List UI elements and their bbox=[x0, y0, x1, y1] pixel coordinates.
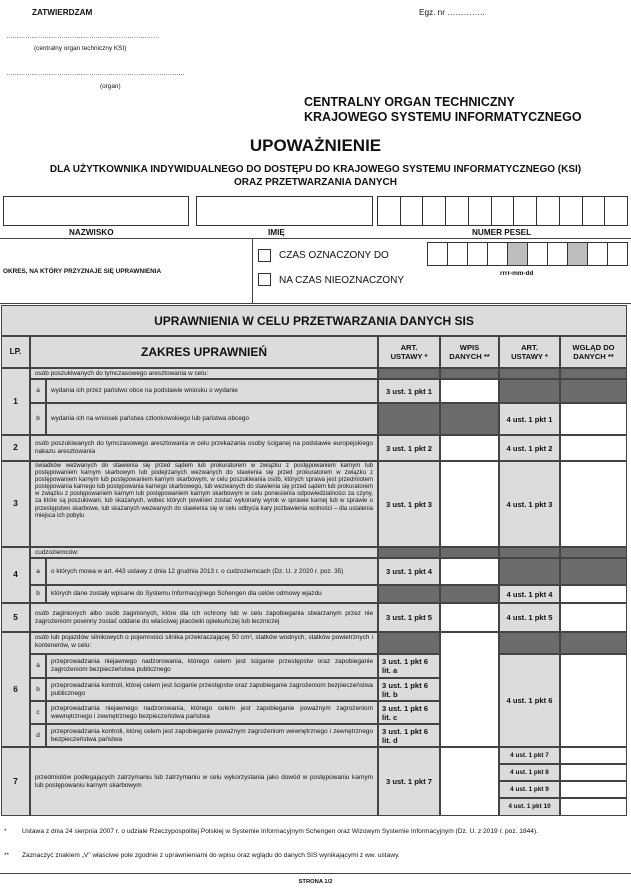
authority-line-2: KRAJOWEGO SYSTEMU INFORMATYCZNEGO bbox=[304, 110, 582, 124]
date-digit-box[interactable] bbox=[607, 242, 628, 266]
row-4-entry-blank bbox=[440, 547, 499, 558]
row-5-entry-checkbox[interactable] bbox=[440, 603, 499, 632]
row-1b-art2: 4 ust. 1 pkt 1 bbox=[499, 403, 560, 435]
pesel-digit-box[interactable] bbox=[513, 196, 537, 226]
row-3-art1: 3 ust. 1 pkt 3 bbox=[378, 461, 440, 547]
row-6b-scope: przeprowadzania kontroli, której celem jest ściganie przestępstw oraz zapobieganie zagrożeniom bezpieczeństwa publicznego bbox=[46, 678, 378, 701]
date-separator-box bbox=[507, 242, 528, 266]
row-6-entry-blank bbox=[440, 632, 499, 747]
row-4a-view-blank bbox=[560, 558, 627, 585]
row-1-art2-blank bbox=[499, 368, 560, 379]
row-2-scope: osób poszukiwanych do tymczasowego aresztowania w celu przekazania osoby ściganej na podstawie europejskiego nakazu aresztowania bbox=[30, 435, 378, 461]
row-4-scope: cudzoziemców: bbox=[30, 547, 378, 558]
col-header-entry: WPIS DANYCH ** bbox=[440, 336, 499, 368]
row-4a-entry-checkbox[interactable] bbox=[440, 558, 499, 585]
page-title: UPOWAŻNIENIE bbox=[249, 136, 382, 155]
approved-label: ZATWIERDZAM bbox=[32, 8, 93, 17]
surname-label: NAZWISKO bbox=[69, 228, 114, 237]
row-7-entry-checkbox[interactable] bbox=[440, 747, 499, 816]
row-7-art2-c: 4 ust. 1 pkt 9 bbox=[499, 781, 560, 798]
row-4b-view-checkbox[interactable] bbox=[560, 585, 627, 603]
row-5-art1: 3 ust. 1 pkt 5 bbox=[378, 603, 440, 632]
period-label: OKRES, NA KTÓRY PRZYZNAJE SIĘ UPRAWNIENIA bbox=[3, 268, 162, 275]
pesel-digit-box[interactable] bbox=[400, 196, 424, 226]
signature-dots-1: ……………………………………………………………… bbox=[6, 33, 160, 40]
row-1a-entry-checkbox[interactable] bbox=[440, 379, 499, 403]
row-5-view-checkbox[interactable] bbox=[560, 603, 627, 632]
row-3-view-checkbox[interactable] bbox=[560, 461, 627, 547]
row-1-art1-blank bbox=[378, 368, 440, 379]
row-6d-letter: d bbox=[30, 724, 46, 747]
row-4-number: 4 bbox=[1, 547, 30, 603]
row-4b-art2: 4 ust. 1 pkt 4 bbox=[499, 585, 560, 603]
row-1-view-blank bbox=[560, 368, 627, 379]
row-5-art2: 4 ust. 1 pkt 5 bbox=[499, 603, 560, 632]
authority-line-1: CENTRALNY ORGAN TECHNICZNY bbox=[304, 95, 515, 109]
footnote-2-mark: ** bbox=[4, 852, 9, 859]
indefinite-period-label: NA CZAS NIEOZNACZONY bbox=[279, 275, 405, 286]
row-6d-art1: 3 ust. 1 pkt 6 lit. d bbox=[378, 724, 440, 747]
row-4b-letter: b bbox=[30, 585, 46, 603]
row-1-scope: osób poszukiwanych do tymczasowego aresztowania w celu: bbox=[30, 368, 378, 379]
date-digit-box[interactable] bbox=[527, 242, 548, 266]
pesel-input[interactable] bbox=[377, 196, 627, 226]
fixed-period-label: CZAS OZNACZONY DO bbox=[279, 250, 389, 261]
copy-number: Egz. nr ………….. bbox=[419, 8, 485, 17]
row-2-view-checkbox[interactable] bbox=[560, 435, 627, 461]
row-4b-entry-blank bbox=[440, 585, 499, 603]
row-1b-scope: wydania ich na wniosek państwa członkowskiego lub państwa obcego bbox=[46, 403, 378, 435]
pesel-digit-box[interactable] bbox=[468, 196, 492, 226]
date-digit-box[interactable] bbox=[587, 242, 608, 266]
footer-divider bbox=[0, 873, 631, 874]
row-1a-art2-blank bbox=[499, 379, 560, 403]
date-digit-box[interactable] bbox=[487, 242, 508, 266]
row-6a-art1: 3 ust. 1 pkt 6 lit. a bbox=[378, 654, 440, 678]
date-digit-box[interactable] bbox=[447, 242, 468, 266]
name-input[interactable] bbox=[196, 196, 373, 226]
col-header-view: WGLĄD DO DANYCH ** bbox=[560, 336, 627, 368]
row-6c-letter: c bbox=[30, 701, 46, 724]
row-6d-scope: przeprowadzania kontroli, której celem jest zapobieganie poważnym zagrożeniom wewnętrznego i zewnętrznego bezpieczeństwa państwa bbox=[46, 724, 378, 747]
footnote-1-mark: * bbox=[4, 828, 7, 835]
col-header-art2: ART. USTAWY * bbox=[499, 336, 560, 368]
footnote-2: Zaznaczyć znakiem „V” właściwe pole zgodnie z uprawnieniami do wpisu oraz wglądu do danych SIS wynikającymi z ww. ustawy. bbox=[22, 852, 400, 859]
pesel-digit-box[interactable] bbox=[582, 196, 606, 226]
row-4b-scope: których dane zostały wpisane do Systemu Informacyjnego Schengen dla celów odmowy wjazdu bbox=[46, 585, 378, 603]
row-7-art2-b: 4 ust. 1 pkt 8 bbox=[499, 764, 560, 781]
signature-caption-1: (centralny organ techniczny KSI) bbox=[34, 45, 127, 52]
row-7-scope: przedmiotów podlegających zatrzymaniu lub zatrzymaniu w celu wykorzystania jako dowód w postępowaniu karnym lub postępowaniu karnym skarbowym bbox=[30, 747, 378, 816]
date-digit-box[interactable] bbox=[427, 242, 448, 266]
row-4-art2-blank bbox=[499, 547, 560, 558]
row-6c-art1: 3 ust. 1 pkt 6 lit. c bbox=[378, 701, 440, 724]
row-4a-art2-blank bbox=[499, 558, 560, 585]
row-6-art1-blank bbox=[378, 632, 440, 654]
row-6-view-blank bbox=[560, 632, 627, 654]
pesel-digit-box[interactable] bbox=[559, 196, 583, 226]
row-1a-art1: 3 ust. 1 pkt 1 bbox=[378, 379, 440, 403]
subtitle-2: ORAZ PRZETWARZANIA DANYCH bbox=[234, 177, 397, 188]
indefinite-period-checkbox[interactable] bbox=[258, 273, 271, 286]
row-4a-letter: a bbox=[30, 558, 46, 585]
row-6-view-checkbox[interactable] bbox=[560, 654, 627, 747]
row-7-art2-d: 4 ust. 1 pkt 10 bbox=[499, 798, 560, 816]
col-header-art1: ART. USTAWY * bbox=[378, 336, 440, 368]
row-7-art1: 3 ust. 1 pkt 7 bbox=[378, 747, 440, 816]
page-number: STRONA 1/2 bbox=[298, 879, 333, 885]
row-6b-art1: 3 ust. 1 pkt 6 lit. b bbox=[378, 678, 440, 701]
date-format-hint: rrrr-mm-dd bbox=[500, 270, 534, 277]
footnote-1: Ustawa z dnia 24 sierpnia 2007 r. o udziale Rzeczypospolitej Polskiej w Systemie Informacyjnym Schengen oraz Wizowym Systemie Informacyjnym (Dz. U. z 2019 r. poz. 1844). bbox=[22, 828, 538, 835]
col-header-scope: ZAKRES UPRAWNIEŃ bbox=[30, 336, 378, 368]
row-2-art1: 3 ust. 1 pkt 2 bbox=[378, 435, 440, 461]
row-6b-letter: b bbox=[30, 678, 46, 701]
row-7-art2-a: 4 ust. 1 pkt 7 bbox=[499, 747, 560, 764]
date-digit-box[interactable] bbox=[547, 242, 568, 266]
row-1a-letter: a bbox=[30, 379, 46, 403]
row-1b-art1-blank bbox=[378, 403, 440, 435]
row-3-art2: 4 ust. 1 pkt 3 bbox=[499, 461, 560, 547]
row-2-number: 2 bbox=[1, 435, 30, 461]
pesel-label: NUMER PESEL bbox=[472, 228, 532, 237]
row-3-entry-checkbox[interactable] bbox=[440, 461, 499, 547]
row-1-number: 1 bbox=[1, 368, 30, 435]
signature-caption-2: (organ) bbox=[100, 83, 121, 90]
date-digit-box[interactable] bbox=[467, 242, 488, 266]
row-1-entry-blank bbox=[440, 368, 499, 379]
row-3-scope: świadków wezwanych do stawienia się przed sądem lub prokuratorem w związku z postępowaniem karnym lub postępowaniem karnym skarbowym lub podejrzanych wezwanych do stawienia się przed prokuratorem w związku z postępowaniem karnym lub postępowaniem karnym skarbowym, w celu poszukiwania osób, których sprawa jest przedmiotem postępowania karnego lub postępowania karnego skarbowego, lub wezwanych do stawienia się przed sądem lub prokuratorem w związku z postępowaniem karnym lub postępowaniem karnym skarbowym w celu poniesienia odpowiedzialności za czyny, za które są poszukiwani, lub skazanych, wobec których powinien zostać wykonany wyrok w sprawie karnej lub w sprawie o przestępstwo skarbowe, lub skazanych wezwanych do stawienia się w celu odbycia kary pozbawienia wolności – dla ustalenia miejsca ich pobytu bbox=[30, 461, 378, 547]
row-2-entry-checkbox[interactable] bbox=[440, 435, 499, 461]
row-4b-art1-blank bbox=[378, 585, 440, 603]
row-1a-scope: wydania ich przez państwo obce na podstawie wniosku o wydanie bbox=[46, 379, 378, 403]
row-4a-scope: o których mowa w art. 443 ustawy z dnia 12 grudnia 2013 r. o cudzoziemcach (Dz. U. z 2020 r. poz. 35) bbox=[46, 558, 378, 585]
row-6-scope: osób lub pojazdów silnikowych o pojemności silnika przekraczającej 50 cm³, statków wodnych, statków powietrznych i kontenerów, w celu: bbox=[30, 632, 378, 654]
subtitle-1: DLA UŻYTKOWNIKA INDYWIDUALNEGO DO DOSTĘPU DO KRAJOWEGO SYSTEMU INFORMATYCZNEGO (KSI) bbox=[49, 164, 582, 175]
row-1a-view-blank bbox=[560, 379, 627, 403]
pesel-digit-box[interactable] bbox=[604, 196, 628, 226]
row-4a-art1: 3 ust. 1 pkt 4 bbox=[378, 558, 440, 585]
row-6a-scope: przeprowadzania niejawnego nadzorowania, którego celem jest ściganie przestępstw oraz zapobieganie zagrożeniom bezpieczeństwa publicznego bbox=[46, 654, 378, 678]
pesel-digit-box[interactable] bbox=[445, 196, 469, 226]
date-input[interactable] bbox=[427, 242, 627, 266]
row-7-view-checkbox-b[interactable] bbox=[560, 764, 627, 781]
pesel-digit-box[interactable] bbox=[377, 196, 401, 226]
row-1b-letter: b bbox=[30, 403, 46, 435]
row-4-view-blank bbox=[560, 547, 627, 558]
row-1b-view-checkbox[interactable] bbox=[560, 403, 627, 435]
row-7-view-checkbox-a[interactable] bbox=[560, 747, 627, 764]
period-divider bbox=[252, 238, 253, 304]
name-label: IMIĘ bbox=[268, 228, 285, 237]
col-header-lp: LP. bbox=[1, 336, 30, 368]
pesel-digit-box[interactable] bbox=[536, 196, 560, 226]
row-7-view-checkbox-d[interactable] bbox=[560, 798, 627, 816]
row-6a-letter: a bbox=[30, 654, 46, 678]
row-6-number: 6 bbox=[1, 632, 30, 747]
row-6-art2-blank bbox=[499, 632, 560, 654]
row-1b-entry-blank bbox=[440, 403, 499, 435]
row-6c-scope: przeprowadzania niejawnego nadzorowania, którego celem jest zapobieganie poważnym zagrożeniom wewnętrznego i zewnętrznego bezpieczeństwa państwa bbox=[46, 701, 378, 724]
row-6-art2: 4 ust. 1 pkt 6 bbox=[499, 654, 560, 747]
section-title: UPRAWNIENIA W CELU PRZETWARZANIA DANYCH SIS bbox=[1, 305, 627, 336]
pesel-digit-box[interactable] bbox=[491, 196, 515, 226]
row-7-number: 7 bbox=[1, 747, 30, 816]
signature-dots-2: ………………………………………………………………………… bbox=[6, 70, 185, 77]
row-2-art2: 4 ust. 1 pkt 2 bbox=[499, 435, 560, 461]
fixed-period-checkbox[interactable] bbox=[258, 249, 271, 262]
row-5-scope: osób zaginionych albo osób zaginionych, które dla ich ochrony lub w celu zapobiegania stwarzanym przez nie zagrożeniom powinny zostać oddane do właściwej placówki opiekuńczej lub leczniczej bbox=[30, 603, 378, 632]
row-3-number: 3 bbox=[1, 461, 30, 547]
row-5-number: 5 bbox=[1, 603, 30, 632]
date-separator-box bbox=[567, 242, 588, 266]
row-7-view-checkbox-c[interactable] bbox=[560, 781, 627, 798]
surname-input[interactable] bbox=[3, 196, 189, 226]
pesel-digit-box[interactable] bbox=[422, 196, 446, 226]
row-4-art1-blank bbox=[378, 547, 440, 558]
